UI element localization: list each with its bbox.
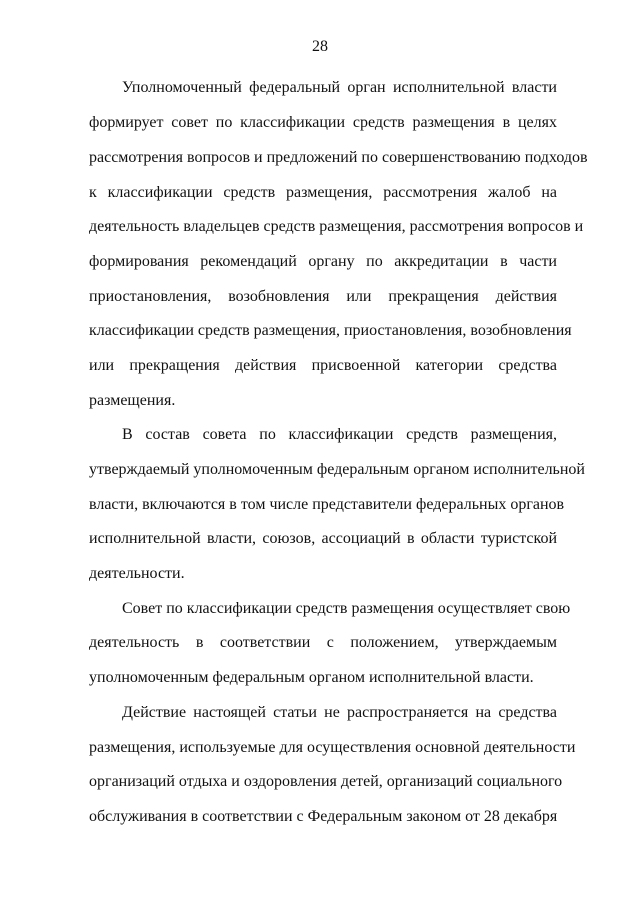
- text-line: размещения, используемые для осуществления основной деятельности: [89, 739, 576, 756]
- text-line: размещения.: [89, 392, 176, 409]
- text-line: классификации средств размещения, приостановления, возобновления: [89, 322, 572, 339]
- text-line: деятельность в соответствии с положением, утверждаемым: [89, 634, 557, 651]
- text-line: утверждаемый уполномоченным федеральным органом исполнительной: [89, 461, 585, 478]
- text-line: уполномоченным федеральным органом исполнительной власти.: [89, 669, 534, 686]
- text-line: Совет по классификации средств размещения осуществляет свою: [122, 600, 571, 617]
- text-line: власти, включаются в том числе представители федеральных органов: [89, 496, 565, 513]
- text-line: деятельности.: [89, 565, 185, 582]
- text-line: или прекращения действия присвоенной категории средства: [89, 357, 557, 374]
- text-line: формирует совет по классификации средств размещения в целях: [89, 114, 557, 131]
- text-line: формирования рекомендаций органу по аккредитации в части: [89, 253, 557, 270]
- text-line: к классификации средств размещения, рассмотрения жалоб на: [89, 184, 557, 201]
- text-line: организаций отдыха и оздоровления детей, организаций социального: [89, 773, 563, 790]
- text-line: деятельность владельцев средств размещения, рассмотрения вопросов и: [89, 218, 584, 235]
- text-line: В состав совета по классификации средств размещения,: [122, 426, 557, 443]
- text-line: Действие настоящей статьи не распространяется на средства: [122, 704, 557, 721]
- text-line: приостановления, возобновления или прекращения действия: [89, 288, 557, 305]
- text-line: обслуживания в соответствии с Федеральным законом от 28 декабря: [89, 808, 558, 825]
- text-line: Уполномоченный федеральный орган исполнительной власти: [122, 79, 557, 96]
- page-number: 28: [312, 38, 328, 55]
- text-line: исполнительной власти, союзов, ассоциаций в области туристской: [89, 530, 557, 547]
- text-line: рассмотрения вопросов и предложений по совершенствованию подходов: [89, 149, 588, 166]
